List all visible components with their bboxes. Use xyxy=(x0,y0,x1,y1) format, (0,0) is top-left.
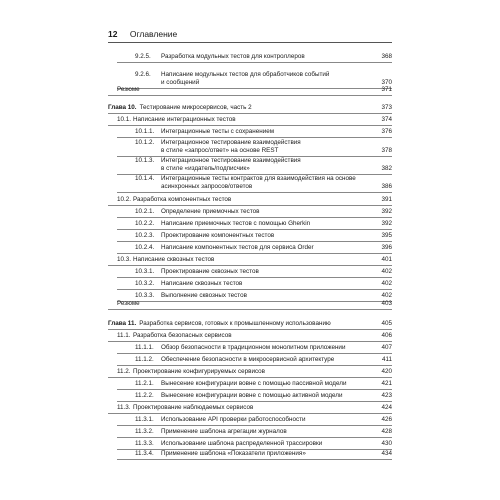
toc-entry-underline xyxy=(108,329,392,330)
toc-entry xyxy=(0,380,500,391)
toc-entry-page: 401 xyxy=(381,256,392,263)
toc-entry-text: Резюме xyxy=(117,86,140,93)
toc-entry-text: Использование шаблона распределенной трассировки xyxy=(161,440,323,447)
toc-entry-text: Обеспечение безопасности в микросервисной архитектуре xyxy=(161,356,335,363)
toc-entry-title xyxy=(135,53,305,61)
toc-entry-title xyxy=(135,280,242,288)
toc-entry-number: 10.3. xyxy=(117,256,132,263)
toc-entry-title xyxy=(135,344,345,352)
toc-entry-page: 391 xyxy=(381,196,392,203)
toc-entry-text: Разработка модульных тестов для контроллеров xyxy=(161,53,305,60)
toc-entry xyxy=(0,232,500,243)
toc-entry-number: 9.2.5. xyxy=(135,53,151,60)
running-header xyxy=(108,28,392,43)
toc-entry-text: Интеграционное тестирование взаимодействия xyxy=(161,139,301,146)
toc-entry-title xyxy=(117,368,265,376)
toc-entry xyxy=(0,208,500,219)
toc-entry-text: Разработка безопасных сервисов xyxy=(133,332,232,339)
toc-entry-number: 11.1.2. xyxy=(135,356,154,363)
toc-entry-title xyxy=(135,175,356,191)
toc-entry-title xyxy=(117,404,253,412)
toc-entry-title xyxy=(135,268,259,276)
toc-entry-text: Интеграционные тесты с сохранением xyxy=(161,128,275,135)
toc-entry-underline xyxy=(108,377,392,378)
toc-entry-number: 10.3.3. xyxy=(135,292,155,299)
toc-entry-underline xyxy=(117,229,392,230)
toc-entry-page: 406 xyxy=(381,332,392,339)
toc-entry-text: Разработка компонентных тестов xyxy=(133,196,232,203)
toc-entry-title xyxy=(135,380,346,388)
toc-entry-underline xyxy=(117,353,392,354)
toc-entry-number: 10.1.4. xyxy=(135,175,155,182)
toc-entry-number: 10.1. xyxy=(117,116,132,123)
running-title: Оглавление xyxy=(129,29,178,39)
toc-entry-underline xyxy=(117,365,392,366)
toc-entry-number: 10.2.2. xyxy=(135,220,155,227)
toc-entry-underline xyxy=(108,341,392,342)
toc-entry-title xyxy=(135,157,301,173)
toc-entry-text: Проектирование конфигурируемых сервисов xyxy=(133,368,266,375)
toc-entry-page: 396 xyxy=(381,244,392,251)
toc-entry-text: Определение приемочных тестов xyxy=(161,208,260,215)
toc-entry-underline xyxy=(108,95,392,96)
toc-entry-text: Тестирование микросервисов, часть 2 xyxy=(139,104,252,111)
toc-entry-underline xyxy=(117,289,392,290)
toc-entry-page: 376 xyxy=(381,128,392,135)
toc-entry-title xyxy=(135,139,301,155)
toc-entry-text-continued: в стиле «запрос/ответ» на основе REST xyxy=(161,147,279,154)
toc-entry-title xyxy=(135,440,322,448)
toc-entry-underline xyxy=(117,217,392,218)
toc-entry xyxy=(0,344,500,355)
toc-entry-text: Использование API проверки работоспособности xyxy=(161,416,306,423)
toc-entry-text: Вынесение конфигурации вовне с помощью пассивной модели xyxy=(161,380,347,387)
toc-entry-page: 402 xyxy=(381,268,392,275)
toc-entry xyxy=(0,116,500,127)
toc-entry-number: 11.2.1. xyxy=(135,380,154,387)
toc-entry-underline xyxy=(117,401,392,402)
toc-entry-underline xyxy=(117,389,392,390)
toc-entry-number: 11.3.1. xyxy=(135,416,154,423)
toc-entry xyxy=(0,175,500,194)
toc-entry-title xyxy=(135,244,314,252)
toc-entry-text: Выполнение сквозных тестов xyxy=(161,292,247,299)
toc-entry-text: Написание сквозных тестов xyxy=(161,280,243,287)
toc-chapter-entry xyxy=(0,320,500,331)
toc-entry-page: 395 xyxy=(381,232,392,239)
toc-entry-underline xyxy=(117,137,392,138)
toc-entry xyxy=(0,300,500,311)
toc-entry-number: 10.1.3. xyxy=(135,157,155,164)
toc-entry-text: Интеграционные тесты контрактов для взаимодействия на основе xyxy=(161,175,356,182)
toc-entry-number: 11.3.4. xyxy=(135,450,154,457)
toc-entry-title xyxy=(117,300,140,308)
toc-entry-text: Применение шаблона «Показатели приложения» xyxy=(161,450,306,457)
toc-entry xyxy=(0,139,500,158)
toc-entry-text: Написание интеграционных тестов xyxy=(133,116,236,123)
toc-entry-underline xyxy=(108,125,392,126)
toc-entry-text: Применение шаблона агрегации журналов xyxy=(161,428,287,435)
toc-entry-page: 386 xyxy=(381,183,392,190)
toc-entry-page: 382 xyxy=(381,165,392,172)
toc-entry-page: 407 xyxy=(381,344,392,351)
toc-entry-title xyxy=(108,320,331,328)
toc-entry-title xyxy=(135,208,260,216)
toc-entry-page: 426 xyxy=(381,416,392,423)
toc-entry-page: 371 xyxy=(381,86,392,93)
toc-entry-number: 11.2.2. xyxy=(135,392,154,399)
toc-entry-page: 430 xyxy=(381,440,392,447)
toc-chapter-entry xyxy=(0,104,500,115)
toc-entry-number: 11.1. xyxy=(117,332,131,339)
toc-entry-text: Вынесение конфигурации вовне с помощью активной модели xyxy=(161,392,343,399)
toc-entry-number: 10.2.1. xyxy=(135,208,155,215)
toc-entry xyxy=(0,128,500,139)
toc-entry-number: 11.3.2. xyxy=(135,428,154,435)
toc-entry-number: 10.3.1. xyxy=(135,268,155,275)
toc-entry xyxy=(0,450,500,461)
toc-entry-title xyxy=(117,196,231,204)
toc-entry xyxy=(0,392,500,403)
toc-entry-page: 403 xyxy=(381,300,392,307)
toc-entry-page: 368 xyxy=(381,53,392,60)
toc-entry-page: 402 xyxy=(381,292,392,299)
toc-entry-title xyxy=(135,292,247,300)
toc-entry-text: Разработка сервисов, готовых к промышленному использованию xyxy=(139,320,331,327)
toc-entry-underline xyxy=(117,253,392,254)
toc-entry xyxy=(0,280,500,291)
toc-entry xyxy=(0,220,500,231)
toc-entry-page: 424 xyxy=(381,404,392,411)
toc-entry-title xyxy=(135,356,334,364)
toc-entry-underline xyxy=(117,192,392,193)
toc-entry-underline xyxy=(108,309,392,310)
toc-entry-number: 11.2. xyxy=(117,368,131,375)
toc-entry-page: 402 xyxy=(381,280,392,287)
toc-entry-page: 420 xyxy=(381,368,392,375)
toc-entry-text: Резюме xyxy=(117,300,140,307)
toc-entry-title xyxy=(117,86,140,94)
toc-entry-text-continued: и сообщений xyxy=(161,79,200,86)
toc-entry-underline xyxy=(117,241,392,242)
toc-entry-text: Написание приемочных тестов с помощью Gherkin xyxy=(161,220,311,227)
toc-entry xyxy=(0,268,500,279)
toc-entry-underline xyxy=(108,113,392,114)
toc-entry-underline xyxy=(117,277,392,278)
toc-entry-page: 421 xyxy=(381,380,392,387)
toc-entry-title xyxy=(135,428,287,436)
toc-entry xyxy=(0,157,500,176)
toc-entry-number: 10.2.3. xyxy=(135,232,155,239)
toc-entry xyxy=(0,356,500,367)
toc-entry-page: 423 xyxy=(381,392,392,399)
toc-entry-page: 392 xyxy=(381,220,392,227)
toc-entry-number: Глава 11. xyxy=(108,320,137,327)
toc-entry xyxy=(0,416,500,427)
toc-entry xyxy=(0,428,500,439)
toc-entry-text: Проектирование наблюдаемых сервисов xyxy=(133,404,254,411)
toc-entry-underline xyxy=(117,62,392,63)
toc-entry-number: Глава 10. xyxy=(108,104,137,111)
toc-entry-number: 9.2.6. xyxy=(135,71,151,78)
toc-entry-title xyxy=(135,232,274,240)
toc-entry-text: Проектирование компонентных тестов xyxy=(161,232,275,239)
toc-entry-text: Проектирование сквозных тестов xyxy=(161,268,259,275)
toc-entry-underline xyxy=(117,459,392,460)
toc-entry-title xyxy=(117,332,232,340)
toc-entry xyxy=(0,86,500,97)
toc-entry-page: 374 xyxy=(381,116,392,123)
toc-entry-title xyxy=(135,416,306,424)
toc-entry-text-continued: асинхронных запросов/ответов xyxy=(161,183,253,190)
toc-entry xyxy=(0,244,500,255)
toc-entry xyxy=(0,256,500,267)
toc-entry xyxy=(0,404,500,415)
toc-entry-page: 428 xyxy=(381,428,392,435)
toc-entry-text-continued: в стиле «издатель/подписчик» xyxy=(161,165,250,172)
toc-entry-page: 378 xyxy=(381,147,392,154)
toc-entry-underline xyxy=(117,425,392,426)
toc-entry-page: 370 xyxy=(381,79,392,86)
toc-entry-text: Написание сквозных тестов xyxy=(133,256,215,263)
toc-entry-number: 10.3.2. xyxy=(135,280,155,287)
toc-entry-title xyxy=(117,256,214,264)
toc-entry-page: 411 xyxy=(381,356,392,363)
toc-entry-page: 434 xyxy=(381,450,392,457)
toc-entry-text: Написание компонентных тестов для сервиса Order xyxy=(161,244,314,251)
toc-entry-text: Обзор безопасности в традиционном монолитном приложении xyxy=(161,344,346,351)
page-number: 12 xyxy=(108,29,118,39)
toc-entry-title xyxy=(135,220,310,228)
toc-entry-title xyxy=(108,104,252,112)
toc-entry xyxy=(0,332,500,343)
toc-entry-underline xyxy=(108,265,392,266)
toc-entry-page: 373 xyxy=(381,104,392,111)
toc-entry-text: Интеграционное тестирование взаимодействия xyxy=(161,157,301,164)
toc-entry-title xyxy=(135,450,306,458)
toc-entry-number: 10.2.4. xyxy=(135,244,155,251)
toc-entry-number: 11.3. xyxy=(117,404,131,411)
toc-entry-text: Написание модульных тестов для обработчиков событий xyxy=(161,71,330,78)
toc-entry-number: 11.3.3. xyxy=(135,440,154,447)
toc-entry-underline xyxy=(108,205,392,206)
toc-entry-title xyxy=(135,392,342,400)
toc-entry-underline xyxy=(108,413,392,414)
toc-entry-title xyxy=(135,71,329,87)
toc-entry-number: 10.2. xyxy=(117,196,132,203)
toc-entry xyxy=(0,196,500,207)
toc-entry-number: 11.1.1. xyxy=(135,344,154,351)
toc-entry-underline xyxy=(117,437,392,438)
toc-entry-number: 10.1.2. xyxy=(135,139,155,146)
toc-entry-title xyxy=(135,128,274,136)
toc-entry xyxy=(0,53,500,64)
toc-entry-title xyxy=(117,116,236,124)
toc-entry xyxy=(0,368,500,379)
toc-entry-number: 10.1.1. xyxy=(135,128,155,135)
toc-entry-page: 405 xyxy=(381,320,392,327)
toc-entry-page: 392 xyxy=(381,208,392,215)
